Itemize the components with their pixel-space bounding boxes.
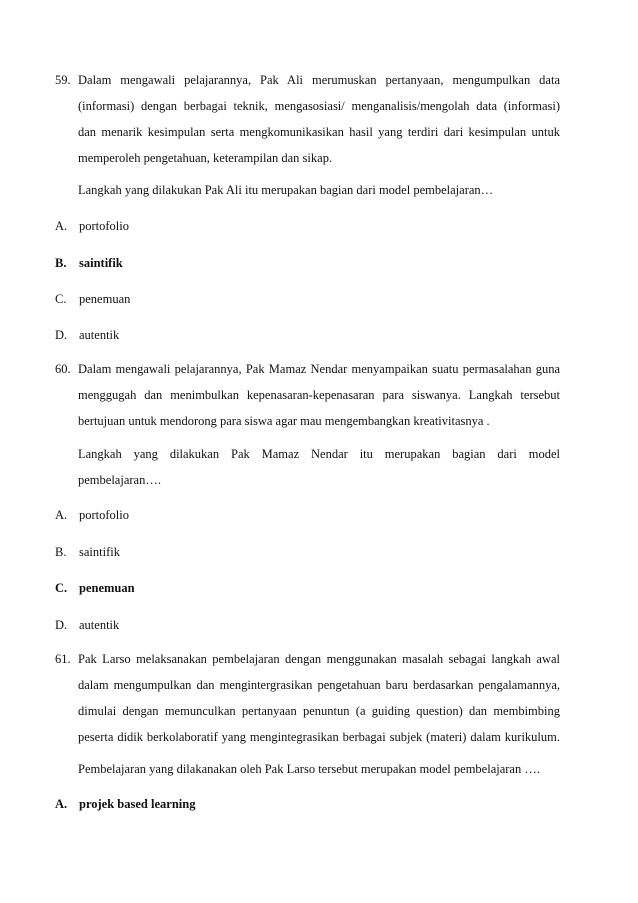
question-stem-line: peserta didik berkolaboratif yang mengintegrasikan berbagai subjek (materi) dalam kurikulum. xyxy=(78,730,560,744)
question-prompt-line: pembelajaran…. xyxy=(78,473,161,487)
option-text: saintifik xyxy=(79,545,120,559)
question-number: 59. xyxy=(55,73,71,87)
question-number: 61. xyxy=(55,652,71,666)
option-letter: A. xyxy=(55,219,68,233)
option-letter-correct: C. xyxy=(55,581,68,595)
question-stem-line: dan menarik kesimpulan serta mengkomunikasikan hasil yang terdiri dari kesimpulan untuk xyxy=(78,125,560,139)
option-text-correct: projek based learning xyxy=(79,797,196,811)
option-letter: C. xyxy=(55,292,67,306)
question-stem-line: bertujuan untuk mendorong para siswa agar mau mengembangkan kreativitasnya . xyxy=(78,414,490,428)
option-letter-correct: A. xyxy=(55,797,68,811)
option-text-correct: saintifik xyxy=(79,256,123,270)
option-text: penemuan xyxy=(79,292,131,306)
question-prompt-line: Pembelajaran yang dilakanakan oleh Pak Larso tersebut merupakan model pembelajaran …. xyxy=(78,762,540,776)
option-letter: D. xyxy=(55,328,68,342)
question-prompt-line: Langkah yang dilakukan Pak Mamaz Nendar itu merupakan bagian dari model xyxy=(78,447,560,461)
option-letter: B. xyxy=(55,545,67,559)
question-number: 60. xyxy=(55,362,71,376)
question-stem-line: menggugah dan menimbulkan kepenasaran-kepenasaran para siswanya. Langkah tersebut xyxy=(78,388,560,402)
question-prompt-line: Langkah yang dilakukan Pak Ali itu merupakan bagian dari model pembelajaran… xyxy=(78,183,494,197)
question-stem-line: dalam mengumpulkan dan mengintergrasikan pengetahuan baru berdasarkan pengalamannya, xyxy=(78,678,560,692)
question-stem-line: dimulai dengan memunculkan pertanyaan penuntun (a guiding question) dan membimbing xyxy=(78,704,560,718)
option-text: autentik xyxy=(79,618,120,632)
question-stem-line: (informasi) dengan berbagai teknik, mengasosiasi/ menganalisis/mengolah data (informasi) xyxy=(78,99,560,113)
option-text-correct: penemuan xyxy=(79,581,135,595)
option-letter-correct: B. xyxy=(55,256,67,270)
option-text: autentik xyxy=(79,328,120,342)
option-text: portofolio xyxy=(79,508,129,522)
option-letter: A. xyxy=(55,508,68,522)
option-text: portofolio xyxy=(79,219,129,233)
option-letter: D. xyxy=(55,618,68,632)
question-stem-line: Pak Larso melaksanakan pembelajaran dengan menggunakan masalah sebagai langkah awal xyxy=(78,652,560,666)
question-stem-line: Dalam mengawali pelajarannya, Pak Mamaz Nendar menyampaikan suatu permasalahan guna xyxy=(78,362,560,376)
question-stem-line: Dalam mengawali pelajarannya, Pak Ali merumuskan pertanyaan, mengumpulkan data xyxy=(78,73,560,87)
question-stem-line: memperoleh pengetahuan, keterampilan dan sikap. xyxy=(78,151,333,165)
